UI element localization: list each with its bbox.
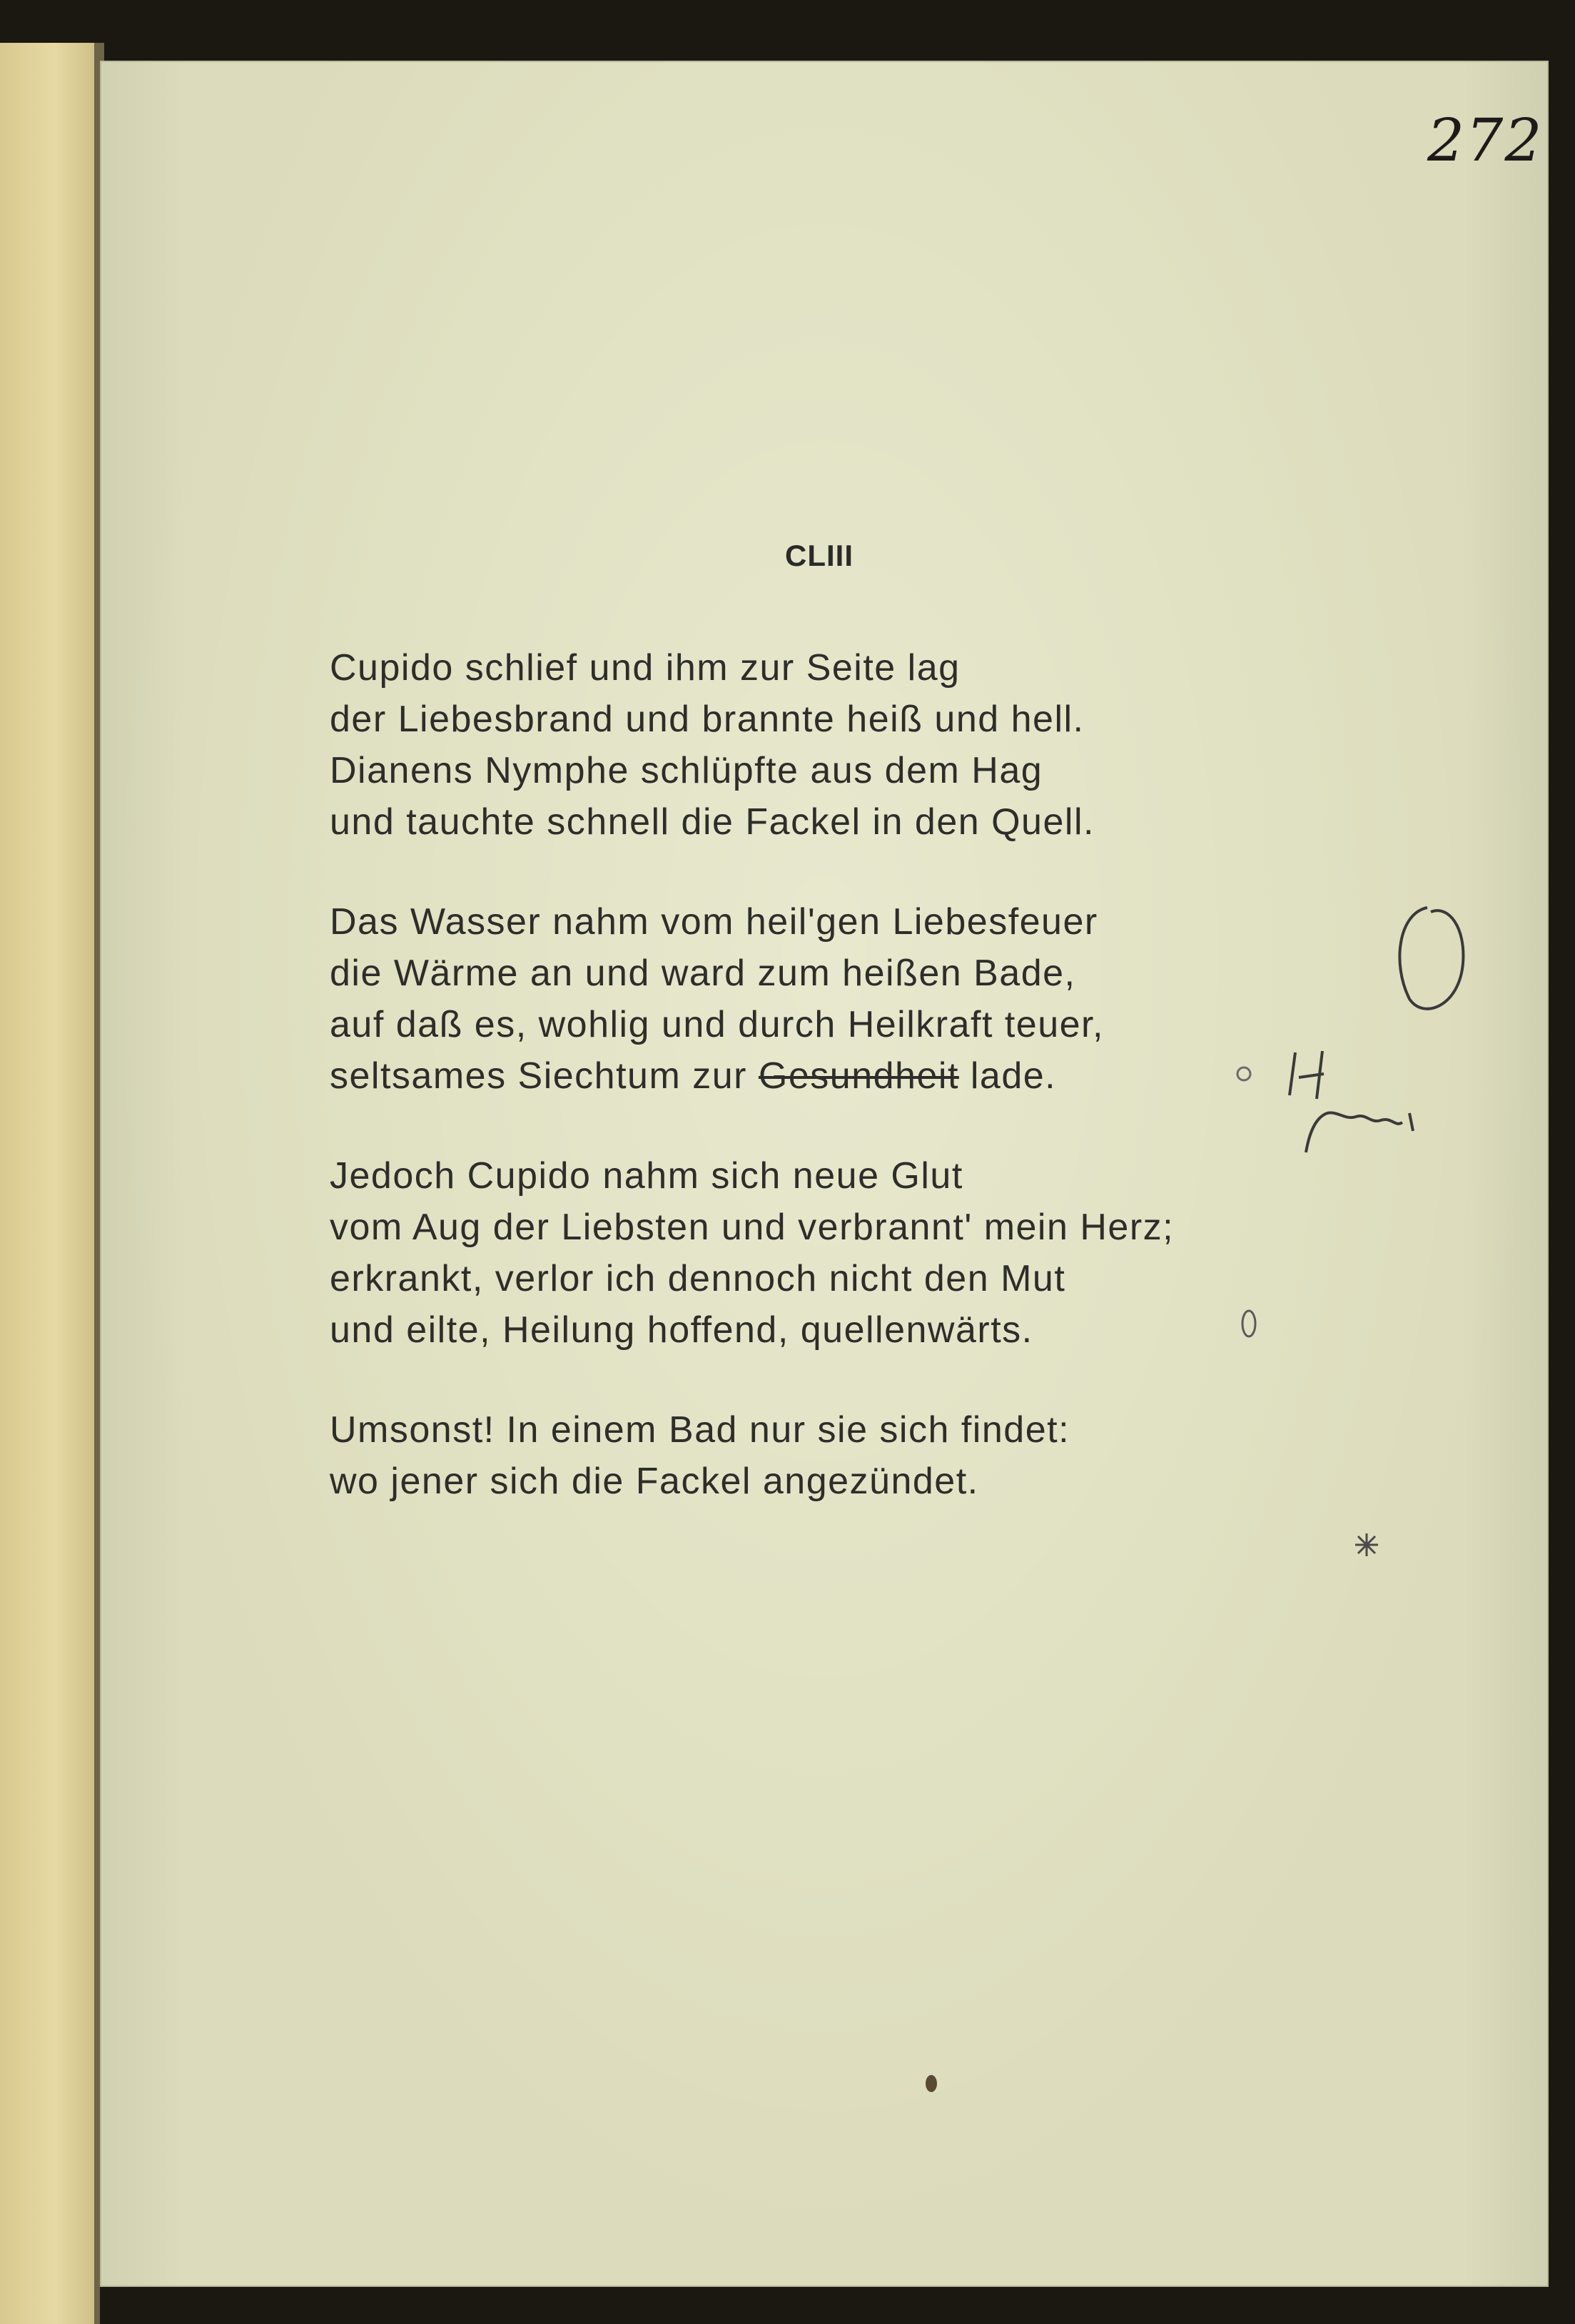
poem-line: die Wärme an und ward zum heißen Bade, xyxy=(330,953,1076,994)
paper-spot xyxy=(921,2069,942,2098)
struck-word: Gesundheit xyxy=(758,1055,959,1097)
poem-line: und tauchte schnell die Fackel in den Quell. xyxy=(330,801,1095,843)
poem-body xyxy=(330,642,1315,1556)
poem-line xyxy=(330,1050,1315,1102)
adjacent-page-strip xyxy=(0,43,100,2324)
margin-star-mark xyxy=(1352,1531,1381,1559)
poem-line: Umsonst! In einem Bad nur sie sich findet: xyxy=(330,1409,1070,1451)
stanza-2 xyxy=(330,896,1315,1102)
poem-line: Dianens Nymphe schlüpfte aus dem Hag xyxy=(330,750,1043,791)
page-number: 272 xyxy=(1427,107,1544,175)
poem-line: auf daß es, wohlig und durch Heilkraft teuer, xyxy=(330,1004,1104,1045)
poem-line: und eilte, Heilung hoffend, quellenwärts. xyxy=(330,1309,1033,1351)
stanza-1 xyxy=(330,642,1315,848)
stanza-3 xyxy=(330,1150,1315,1356)
poem-line: Das Wasser nahm vom heil'gen Liebesfeuer xyxy=(330,901,1098,943)
poem-line: wo jener sich die Fackel angezündet. xyxy=(330,1461,979,1502)
stanza-4 xyxy=(330,1404,1315,1507)
poem-line: Cupido schlief und ihm zur Seite lag xyxy=(330,647,961,689)
poem-line: der Liebesbrand und brannte heiß und hell. xyxy=(330,699,1085,740)
scan-top-border xyxy=(0,0,1575,43)
margin-handwritten-note xyxy=(1231,1045,1445,1174)
poem-line: vom Aug der Liebsten und verbrannt' mein Herz; xyxy=(330,1207,1175,1248)
line-end: lade. xyxy=(970,1055,1057,1097)
poem-title: CLIII xyxy=(785,539,854,572)
poem-line: Jedoch Cupido nahm sich neue Glut xyxy=(330,1155,963,1197)
poem-line: erkrankt, verlor ich dennoch nicht den Mut xyxy=(330,1258,1066,1299)
line-start: seltsames Siechtum zur xyxy=(330,1055,747,1097)
margin-small-circle-mark xyxy=(1235,1302,1263,1345)
scan-bottom-border xyxy=(100,2287,1575,2324)
margin-circle-mark xyxy=(1377,899,1477,1020)
